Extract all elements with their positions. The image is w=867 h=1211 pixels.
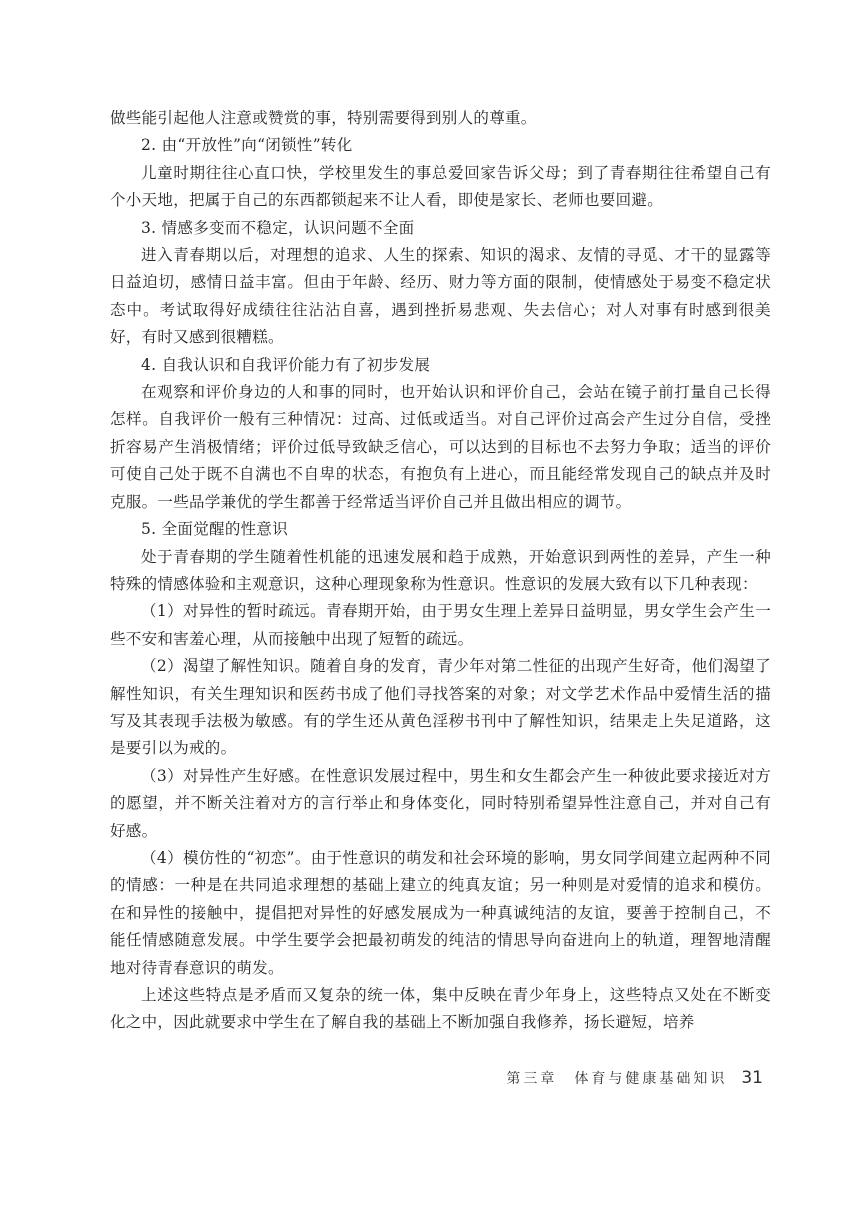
- section-heading-3: 3. 情感多变而不稳定，认识问题不全面: [141, 218, 415, 237]
- paragraph: 儿童时期往往心直口快，学校里发生的事总爱回家告诉父母；到了青春期往往希望自己有个小天地，把属于自己的东西都锁起来不让人看，即使是家长、老师也要回避。: [110, 163, 771, 210]
- list-item-4: （4）模仿性的“初恋”。由于性意识的萌发和社会环境的影响，男女同学间建立起两种不同的情感：一种是在共同追求理想的基础上建立的纯真友谊；另一种则是对爱情的追求和模仿。在和异性的接触中，提倡把对异性的好感发展成为一种真诚纯洁的友谊，要善于控制自己，不能任情感随意发展。中学生要学会把最初萌发的纯洁的情思导向奋进向上的轨道，理智地清醒地对待青春意识的萌发。: [110, 848, 771, 977]
- page-number: 31: [741, 1068, 763, 1088]
- paragraph: 处于青春期的学生随着性机能的迅速发展和趋于成熟，开始意识到两性的差异，产生一种特殊的情感体验和主观意识，这种心理现象称为性意识。性意识的发展大致有以下几种表现：: [110, 547, 771, 593]
- chapter-title: 第三章 体育与健康基础知识: [506, 1071, 728, 1087]
- section-heading-2: 2. 由“开放性”向“闭锁性”转化: [141, 136, 353, 155]
- section-heading-4: 4. 自我认识和自我评价能力有了初步发展: [141, 355, 431, 374]
- list-item-3: （3）对异性产生好感。在性意识发展过程中，男生和女生都会产生一种彼此要求接近对方的愿望，并不断关注着对方的言行举止和身体变化，同时特别希望异性注意自己，并对自己有好感。: [110, 766, 771, 840]
- section-heading-5: 5. 全面觉醒的性意识: [141, 520, 289, 539]
- body-text: [110, 105, 771, 1037]
- paragraph-continuation: 做些能引起他人注意或赞赏的事，特别需要得到别人的尊重。: [110, 109, 537, 127]
- paragraph: 进入青春期以后，对理想的追求、人生的探索、知识的渴求、友情的寻觅、才干的显露等日益迫切，感情日益丰富。但由于年龄、经历、财力等方面的限制，使情感处于易变不稳定状态中。考试取得好成绩往往沾沾自喜，遇到挫折易悲观、失去信心；对人对事有时感到很美好，有时又感到很糟糕。: [110, 246, 771, 347]
- list-item-2: （2）渴望了解性知识。随着自身的发育，青少年对第二性征的出现产生好奇，他们渴望了解性知识，有关生理知识和医药书成了他们寻找答案的对象；对文学艺术作品中爱情生活的描写及其表现手法极为敏感。有的学生还从黄色淫秽书刊中了解性知识，结果走上失足道路，这是要引以为戒的。: [110, 657, 771, 758]
- paragraph: 上述这些特点是矛盾而又复杂的统一体，集中反映在青少年身上，这些特点又处在不断变化之中，因此就要求中学生在了解自我的基础上不断加强自我修养，扬长避短，培养: [110, 986, 771, 1032]
- list-item-1: （1）对异性的暂时疏远。青春期开始，由于男女生理上差异日益明显，男女学生会产生一些不安和害羞心理，从而接触中出现了短暂的疏远。: [110, 602, 771, 648]
- paragraph: 在观察和评价身边的人和事的同时，也开始认识和评价自己，会站在镜子前打量自己长得怎样。自我评价一般有三种情况：过高、过低或适当。对自己评价过高会产生过分自信，受挫折容易产生消极情绪；评价过低导致缺乏信心，可以达到的目标也不去努力争取；适当的评价可使自己处于既不自满也不自卑的状态，有抱负有上进心，而且能经常发现自己的缺点并及时克服。一些品学兼优的学生都善于经常适当评价自己并且做出相应的调节。: [110, 383, 771, 511]
- page-footer: [506, 1068, 763, 1088]
